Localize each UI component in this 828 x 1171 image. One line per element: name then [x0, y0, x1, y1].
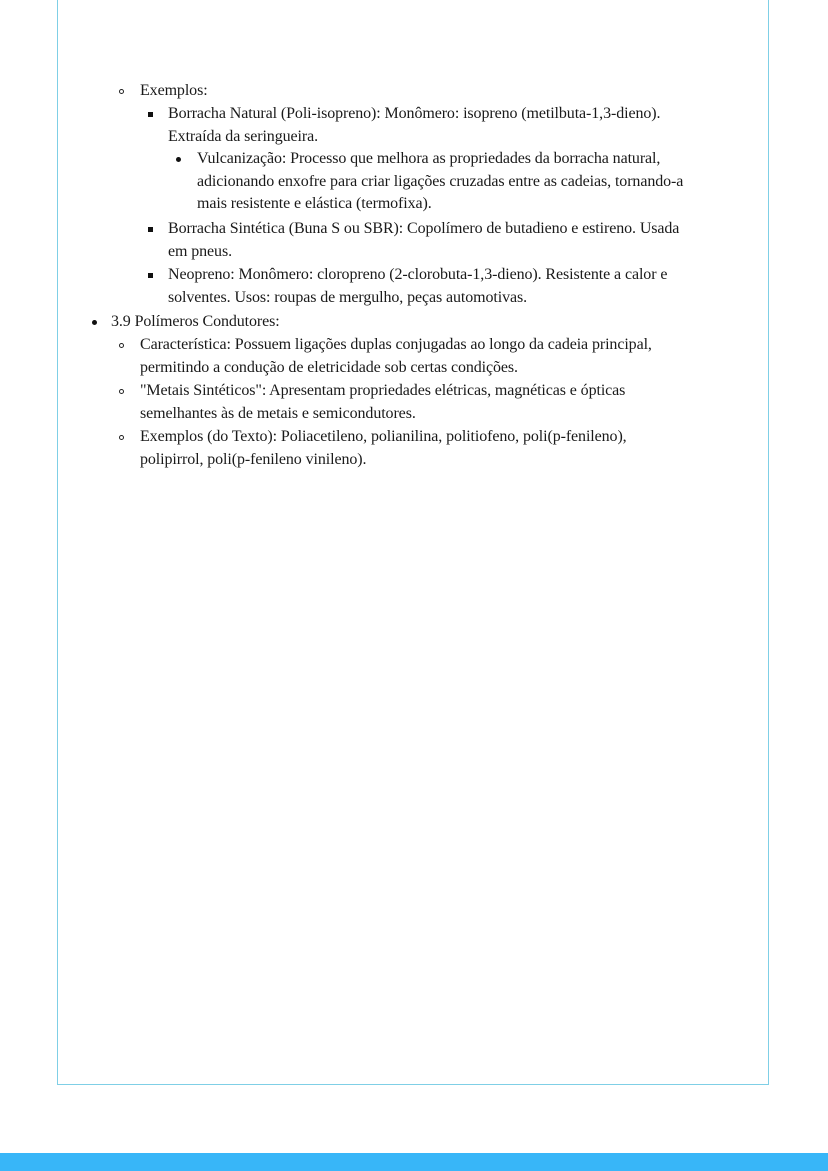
list-item-text: polipirrol, poli(p-fenileno vinileno).	[140, 450, 367, 468]
list-item-text: Extraída da seringueira.	[168, 127, 318, 145]
list-item-text: adicionando enxofre para criar ligações cruzadas entre as cadeias, tornando-a	[197, 172, 684, 190]
circle-bullet-icon	[119, 389, 124, 394]
disc-bullet-icon	[176, 157, 181, 162]
bottom-bar	[0, 1153, 828, 1171]
list-item-text: Borracha Sintética (Buna S ou SBR): Copolímero de butadieno e estireno. Usada	[168, 220, 680, 237]
list-item-text: "Metais Sintéticos": Apresentam propriedades elétricas, magnéticas e ópticas	[140, 382, 626, 399]
list-item-text: semelhantes às de metais e semicondutores.	[140, 404, 416, 422]
list-item-text: Borracha Natural (Poli-isopreno): Monômero: isopreno (metilbuta-1,3-dieno).	[168, 105, 661, 122]
list-item-text: solventes. Usos: roupas de mergulho, peças automotivas.	[168, 288, 528, 306]
list-item-text: permitindo a condução de eletricidade sob certas condições.	[140, 358, 518, 376]
square-bullet-icon	[148, 112, 153, 117]
list-item-text: mais resistente e elástica (termofixa).	[197, 195, 432, 212]
list-item-text: Característica: Possuem ligações duplas conjugadas ao longo da cadeia principal,	[140, 336, 652, 353]
section-heading-text: 3.9 Polímeros Condutores:	[111, 313, 280, 330]
list-item-text: Exemplos:	[140, 82, 208, 99]
disc-bullet-icon	[92, 320, 97, 325]
circle-bullet-icon	[119, 435, 124, 440]
circle-bullet-icon	[119, 89, 124, 94]
list-item-text: em pneus.	[168, 242, 232, 260]
circle-bullet-icon	[119, 343, 124, 348]
square-bullet-icon	[148, 273, 153, 278]
list-item-text: Exemplos (do Texto): Poliacetileno, polianilina, politiofeno, poli(p-fenileno),	[140, 428, 627, 445]
square-bullet-icon	[148, 227, 153, 232]
list-item-text: Vulcanização: Processo que melhora as propriedades da borracha natural,	[197, 150, 661, 167]
list-item-text: Neopreno: Monômero: cloropreno (2-clorobuta-1,3-dieno). Resistente a calor e	[168, 266, 668, 283]
